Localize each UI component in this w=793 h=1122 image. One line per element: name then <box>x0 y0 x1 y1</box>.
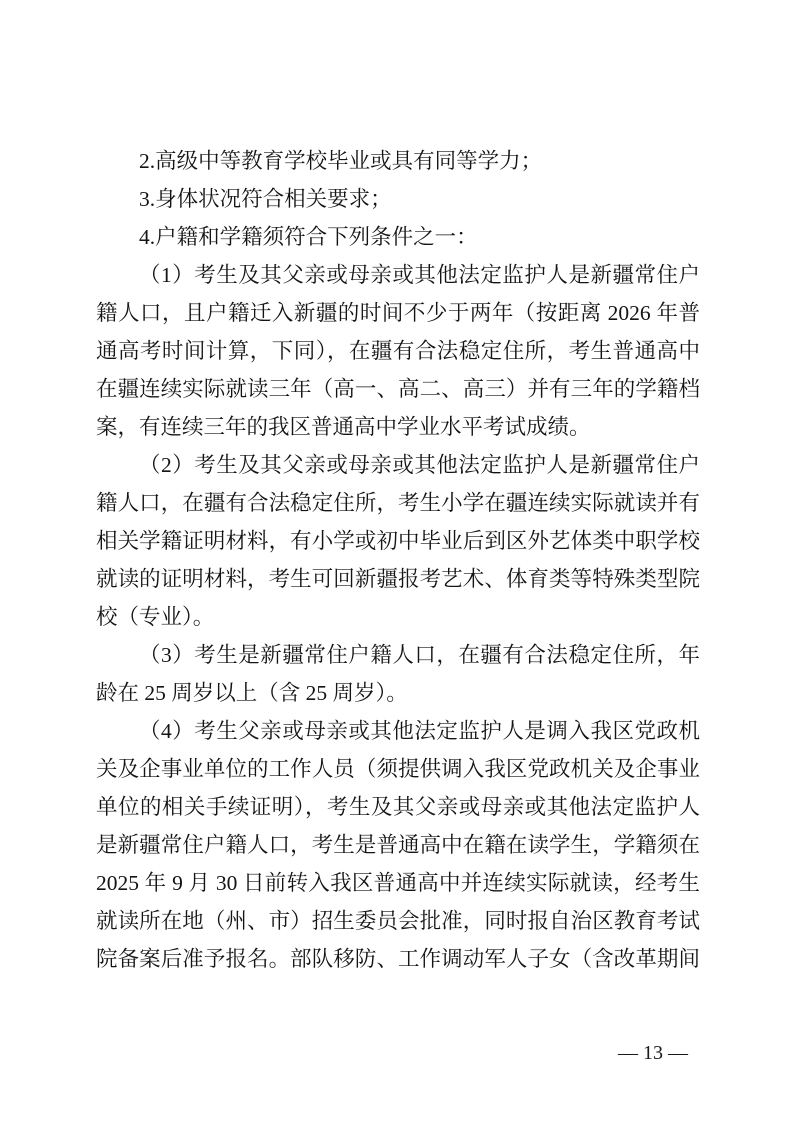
text-line: （1）考生及其父亲或母亲或其他法定监护人是新疆常住户 <box>139 263 700 287</box>
document-body <box>96 142 700 978</box>
text-line: （4）考生父亲或母亲或其他法定监护人是调入我区党政机 <box>139 719 700 743</box>
text-line: 是新疆常住户籍人口，考生是普通高中在籍在读学生，学籍须在 <box>96 833 700 857</box>
text-line: 2025 年 9 月 30 日前转入我区普通高中并连续实际就读，经考生 <box>96 871 700 895</box>
text-line: 3.身体状况符合相关要求； <box>139 187 392 211</box>
text-line: 龄在 25 周岁以上（含 25 周岁）。 <box>96 681 408 705</box>
text-line: 4.户籍和学籍须符合下列条件之一： <box>139 225 478 249</box>
text-line: 就读的证明材料，考生可回新疆报考艺术、体育类等特殊类型院 <box>96 567 700 591</box>
text-line: 通高考时间计算，下同），在疆有合法稳定住所，考生普通高中 <box>96 339 700 363</box>
text-line: 相关学籍证明材料，有小学或初中毕业后到区外艺体类中职学校 <box>96 529 700 553</box>
text-line: 校（专业）。 <box>96 605 215 629</box>
text-line: 案，有连续三年的我区普通高中学业水平考试成绩。 <box>96 415 591 439</box>
text-line: 籍人口，且户籍迁入新疆的时间不少于两年（按距离 2026 年普 <box>96 301 700 325</box>
text-line: 院备案后准予报名。部队移防、工作调动军人子女（含改革期间 <box>96 947 700 971</box>
text-line: 就读所在地（州、市）招生委员会批准，同时报自治区教育考试 <box>96 909 700 933</box>
text-line: 2.高级中等教育学校毕业或具有同等学力； <box>139 149 543 173</box>
text-line: （2）考生及其父亲或母亲或其他法定监护人是新疆常住户 <box>139 453 700 477</box>
text-line: 在疆连续实际就读三年（高一、高二、高三）并有三年的学籍档 <box>96 377 700 401</box>
text-line: 关及企事业单位的工作人员（须提供调入我区党政机关及企事业 <box>96 757 700 781</box>
page-number: — 13 — <box>618 1042 688 1064</box>
text-line: 单位的相关手续证明），考生及其父亲或母亲或其他法定监护人 <box>96 795 700 819</box>
text-line: 籍人口，在疆有合法稳定住所，考生小学在疆连续实际就读并有 <box>96 491 700 515</box>
text-line: （3）考生是新疆常住户籍人口，在疆有合法稳定住所，年 <box>139 643 700 667</box>
